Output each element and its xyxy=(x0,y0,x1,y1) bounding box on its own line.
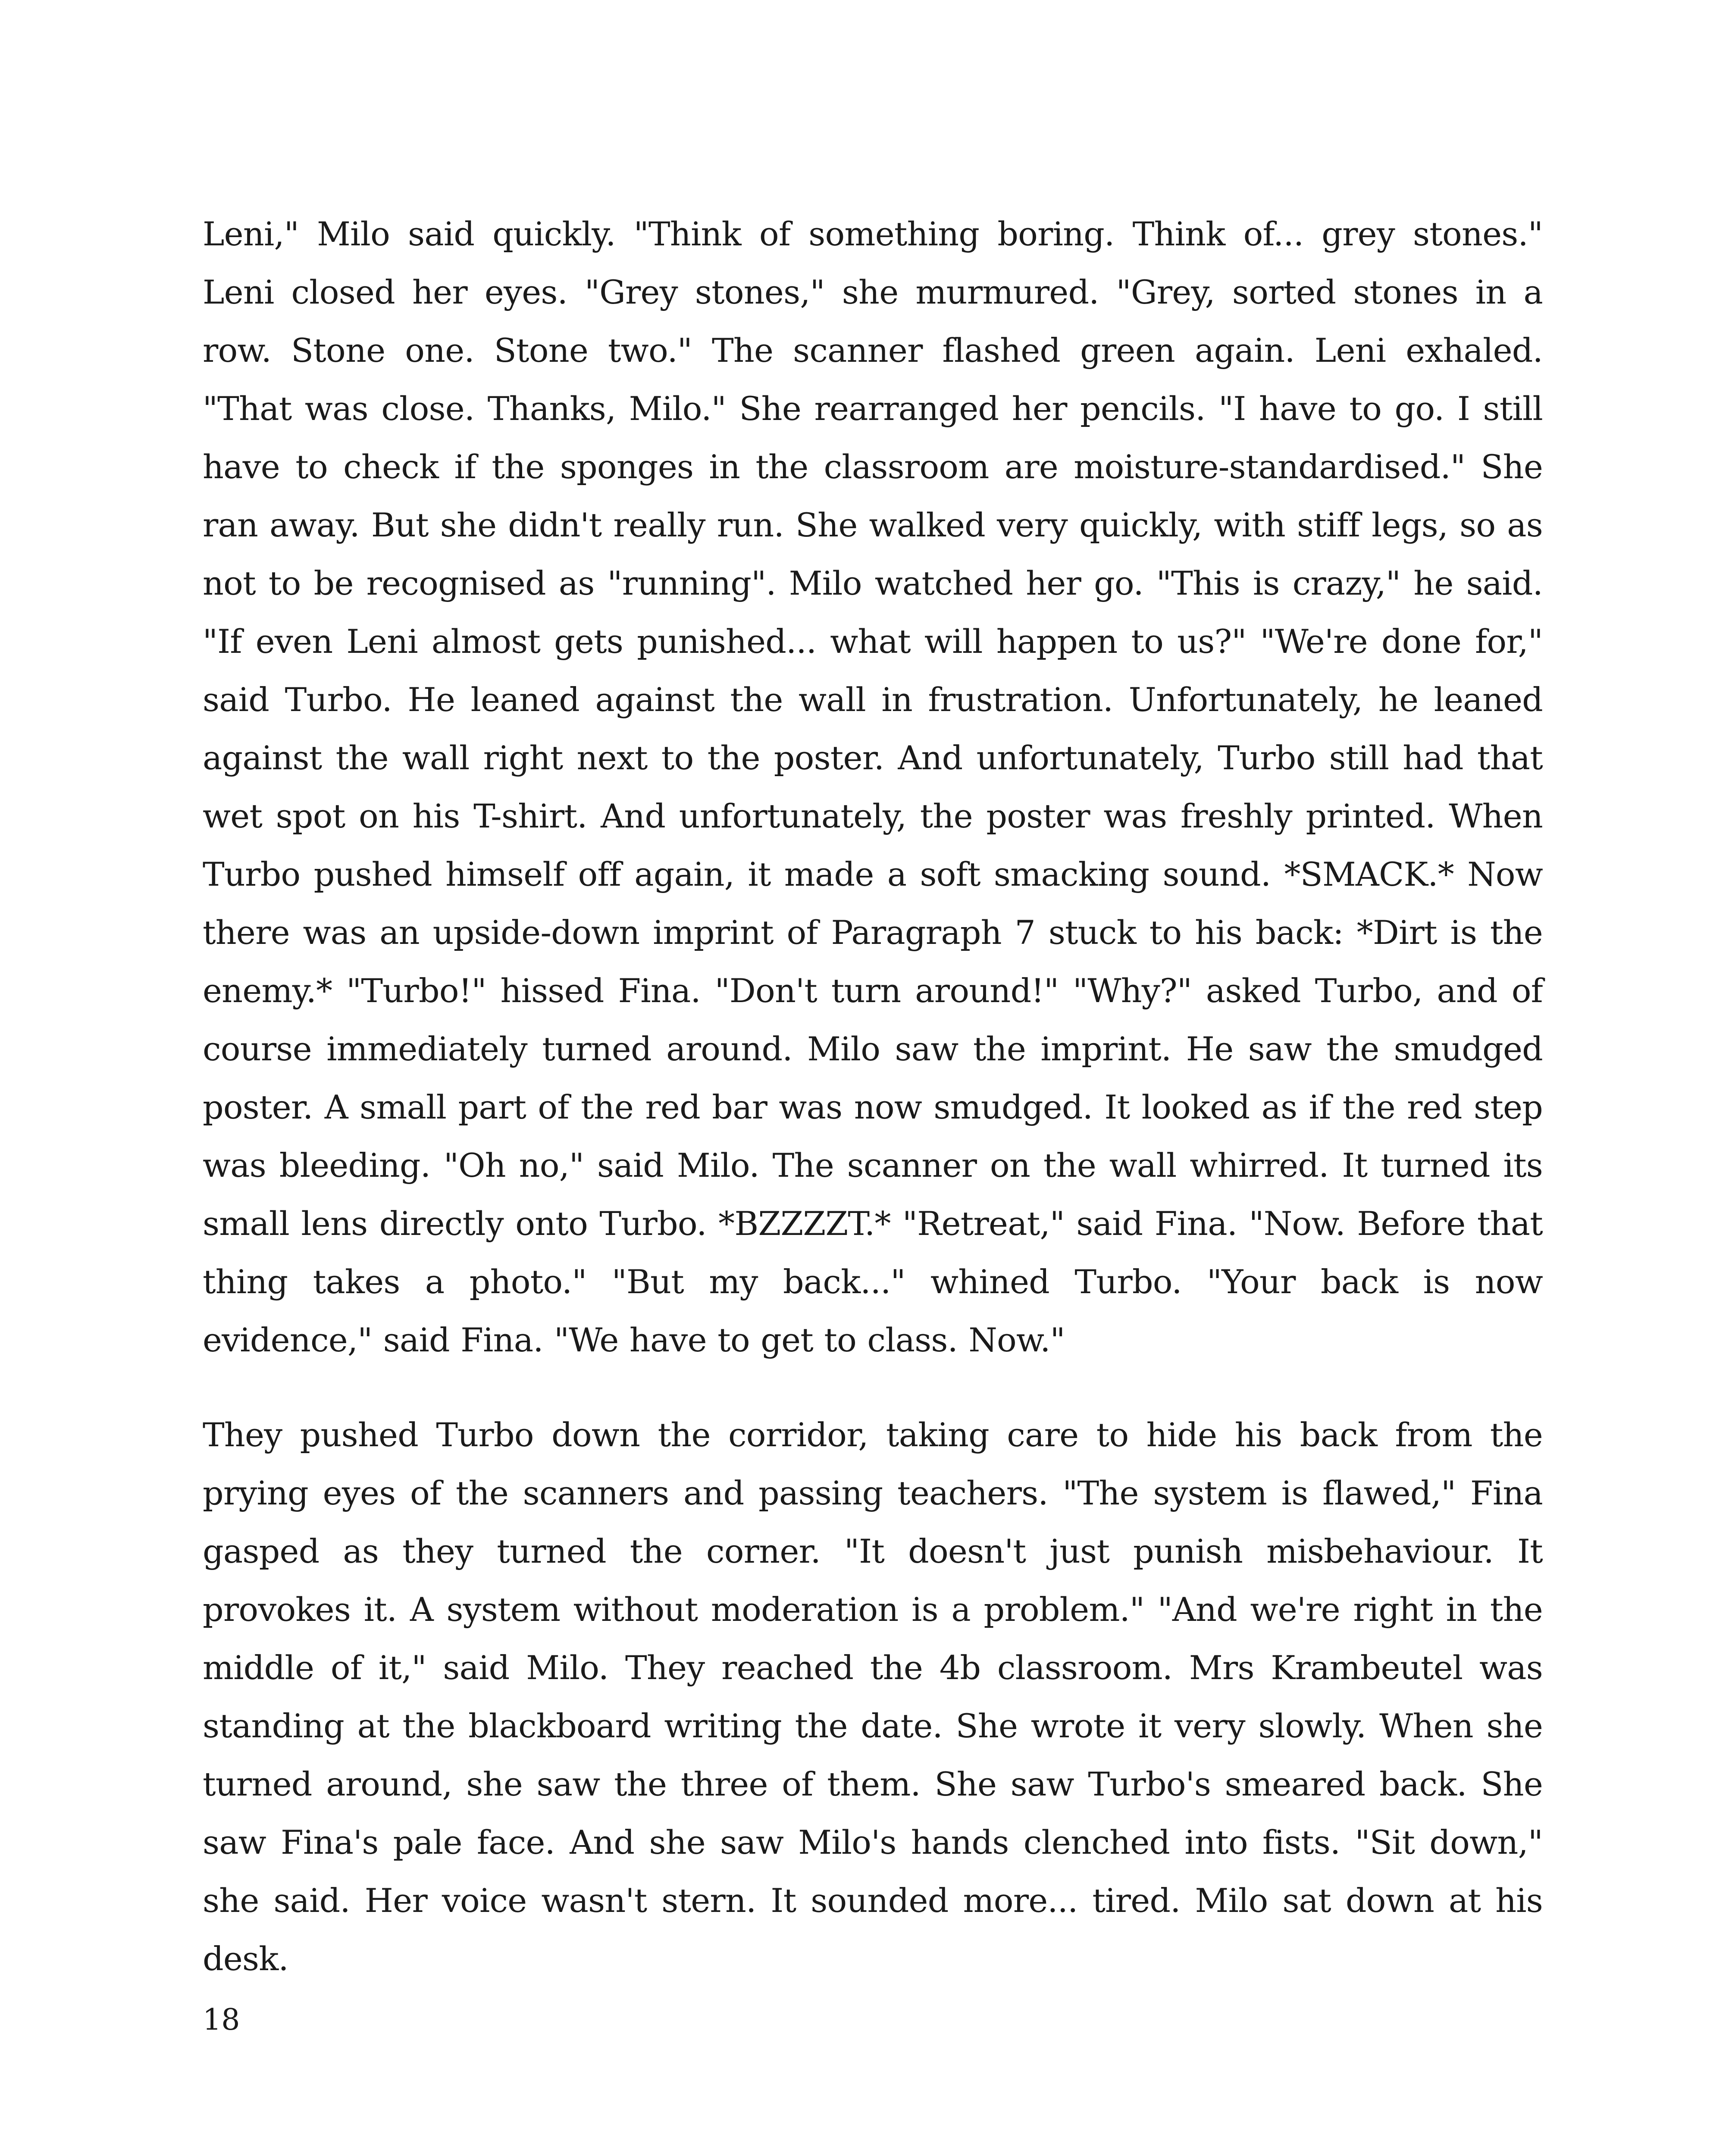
paragraph-2: They pushed Turbo down the corridor, taking care to hide his back from the prying eyes of the scanners and passing teachers. "The system is flawed," Fina gasped as they turned the corner. "It doesn't just punish misbehaviour. It provokes it. A system without moderation is a problem." "And we're right in the middle of it," said Milo. They reached the 4b classroom. Mrs Krambeutel was standing at the blackboard writing the date. She wrote it very slowly. When she turned around, she saw the three of them. She saw Turbo's smeared back. She saw Fina's pale face. And she saw Milo's hands clenched into fists. "Sit down," she said. Her voice wasn't stern. It sounded more... tired. Milo sat down at his desk. xyxy=(203,1416,1543,1978)
paragraph-1: Leni," Milo said quickly. "Think of something boring. Think of... grey stones." Leni closed her eyes. "Grey stones," she murmured. "Grey, sorted stones in a row. Stone one. Stone two." The scanner flashed green again. Leni exhaled. "That was close. Thanks, Milo." She rearranged her pencils. "I have to go. I still have to check if the sponges in the classroom are moisture-standardised." She ran away. But she didn't really run. She walked very quickly, with stiff legs, so as not to be recognised as "running". Milo watched her go. "This is crazy," he said. "If even Leni almost gets punished... what will happen to us?" "We're done for," said Turbo. He leaned against the wall in frustration. Unfortunately, he leaned against the wall right next to the poster. And unfortunately, Turbo still had that wet spot on his T-shirt. And unfortunately, the poster was freshly printed. When Turbo pushed himself off again, it made a soft smacking sound. *SMACK.* Now there was an upside-down imprint of Paragraph 7 stuck to his back: *Dirt is the enemy.* "Turbo!" hissed Fina. "Don't turn around!" "Why?" asked Turbo, and of course immediately turned around. Milo saw the imprint. He saw the smudged poster. A small part of the red bar was now smudged. It looked as if the red step was bleeding. "Oh no," said Milo. The scanner on the wall whirred. It turned its small lens directly onto Turbo. *BZZZZT.* "Retreat," said Fina. "Now. Before that thing takes a photo." "But my back..." whined Turbo. "Your back is now evidence," said Fina. "We have to get to class. Now." xyxy=(203,215,1543,1359)
page-number: 18 xyxy=(203,2003,240,2037)
